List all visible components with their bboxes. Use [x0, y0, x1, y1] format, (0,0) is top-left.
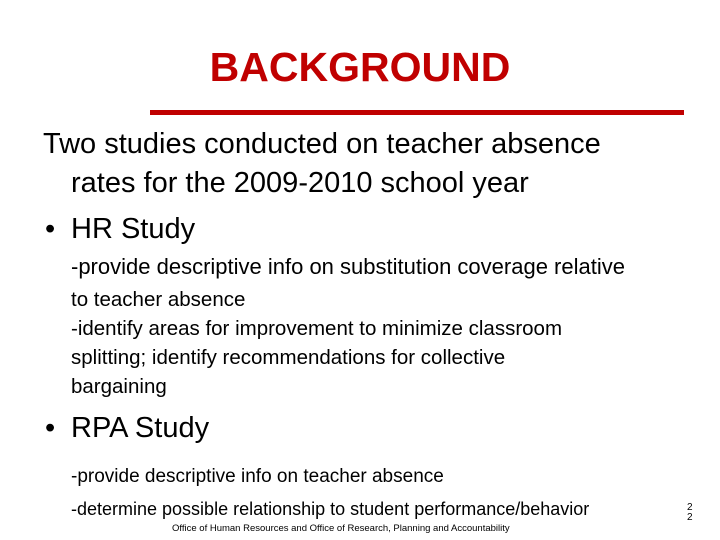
bullet-icon: •: [45, 412, 56, 444]
intro-line-2: rates for the 2009-2010 school year: [71, 167, 529, 199]
title-divider: [150, 110, 684, 115]
hr-study-line: -identify areas for improvement to minimize classroom: [71, 317, 563, 340]
footer-text: Office of Human Resources and Office of Research, Planning and Accountability: [172, 523, 510, 534]
hr-study-line: to teacher absence: [71, 288, 246, 311]
hr-study-line: splitting; identify recommendations for collective: [71, 346, 506, 369]
rpa-study-line: -provide descriptive info on teacher absence: [71, 466, 444, 487]
slide-title: BACKGROUND: [209, 44, 511, 90]
bullet-icon: •: [45, 213, 56, 245]
rpa-study-heading: RPA Study: [71, 412, 210, 444]
intro-line-1: Two studies conducted on teacher absence: [43, 128, 601, 160]
page-number: 2: [687, 512, 693, 523]
hr-study-heading: HR Study: [71, 213, 196, 245]
hr-study-line: -provide descriptive info on substitution coverage relative: [71, 254, 625, 279]
hr-study-line: bargaining: [71, 375, 167, 398]
page-number: 2: [687, 502, 693, 513]
rpa-study-line: -determine possible relationship to student performance/behavior: [71, 499, 590, 519]
